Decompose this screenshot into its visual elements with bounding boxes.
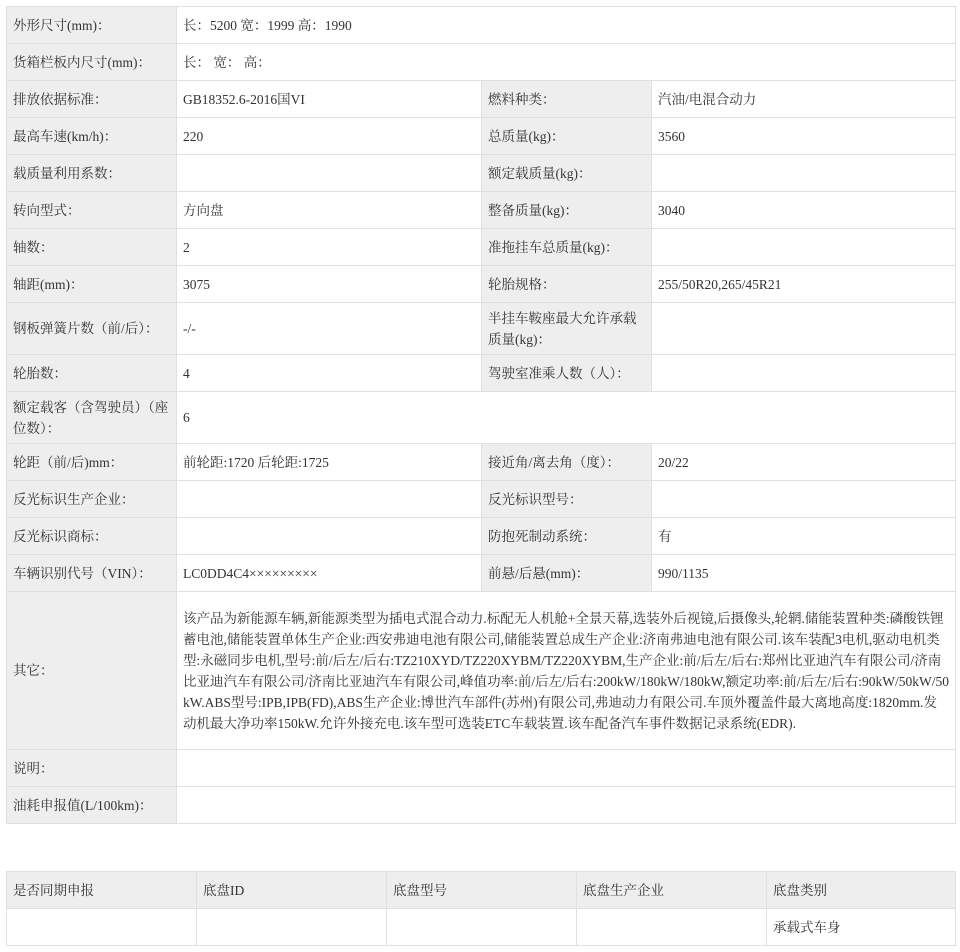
label-abs: 防抱死制动系统： xyxy=(482,518,652,555)
value-trailer-mass xyxy=(652,229,956,266)
label-reflect-model: 反光标识型号： xyxy=(482,481,652,518)
spec-row-cargo xyxy=(7,44,956,81)
label-trailer-mass: 准拖挂车总质量(kg)： xyxy=(482,229,652,266)
spec-row-speed xyxy=(7,118,956,155)
cell-chassis-id xyxy=(197,909,387,946)
value-passengers: 6 xyxy=(177,392,956,444)
value-curb-mass: 3040 xyxy=(652,192,956,229)
label-curb-mass: 整备质量(kg)： xyxy=(482,192,652,229)
value-angles: 20/22 xyxy=(652,444,956,481)
spec-row-wheelbase xyxy=(7,266,956,303)
value-reflect-brand xyxy=(177,518,482,555)
spec-row-reflect xyxy=(7,481,956,518)
spec-row-emission xyxy=(7,81,956,118)
label-angles: 接近角/离去角（度）： xyxy=(482,444,652,481)
value-cargo-size: 长： 宽： 高： xyxy=(177,44,956,81)
chassis-table xyxy=(6,871,956,946)
value-track: 前轮距:1720 后轮距:1725 xyxy=(177,444,482,481)
cell-chassis-model xyxy=(387,909,577,946)
header-chassis-id: 底盘ID xyxy=(197,872,387,909)
label-reflect-brand: 反光标识商标： xyxy=(7,518,177,555)
spec-row-tire-count xyxy=(7,355,956,392)
spec-row-brand-abs xyxy=(7,518,956,555)
label-rated-load: 额定载质量(kg)： xyxy=(482,155,652,192)
label-steering: 转向型式： xyxy=(7,192,177,229)
header-same-period: 是否同期申报 xyxy=(7,872,197,909)
label-vin: 车辆识别代号（VIN）： xyxy=(7,555,177,592)
label-saddle-load: 半挂车鞍座最大允许承载质量(kg)： xyxy=(482,303,652,355)
value-reflect-model xyxy=(652,481,956,518)
label-cab-occupancy: 驾驶室准乘人数（人）： xyxy=(482,355,652,392)
value-overhang: 990/1135 xyxy=(652,555,956,592)
label-max-speed: 最高车速(km/h)： xyxy=(7,118,177,155)
label-track: 轮距（前/后)mm： xyxy=(7,444,177,481)
label-emission: 排放依据标准： xyxy=(7,81,177,118)
value-saddle-load xyxy=(652,303,956,355)
value-abs: 有 xyxy=(652,518,956,555)
value-wheelbase: 3075 xyxy=(177,266,482,303)
label-passengers: 额定载客（含驾驶员）（座位数）： xyxy=(7,392,177,444)
value-note xyxy=(177,750,956,787)
cell-chassis-type: 承载式车身 xyxy=(767,909,956,946)
label-tire-spec: 轮胎规格： xyxy=(482,266,652,303)
value-max-speed: 220 xyxy=(177,118,482,155)
value-other: 该产品为新能源车辆,新能源类型为插电式混合动力.标配无人机舱+全景天幕,选装外后视镜,后摄像头,轮辋.储能装置种类:磷酸铁锂蓄电池,储能装置单体生产企业:西安弗迪电池有限公司,储能装置总成生产企业:济南弗迪电池有限公司.该车装配3电机,驱动电机类型:永磁同步电机,型号:前/后左/后右:TZ210XYD/TZ220XYBM/TZ220XYBM,生产企业:前/后左/后右:郑州比亚迪汽车有限公司/济南比亚迪汽车有限公司/济南比亚迪汽车有限公司,峰值功率:前/后左/后右:200kW/180kW/180kW,额定功率:前/后左/后右:90kW/50kW/50kW.ABS型号:IPB,IPB(FD),ABS生产企业:博世汽车部件(苏州)有限公司,弗迪动力有限公司.车顶外覆盖件最大离地高度:1820mm.发动机最大净功率150kW.允许外接充电.该车型可选装ETC车载装置.该车配备汽车事件数据记录系统(EDR). xyxy=(177,592,956,750)
value-load-factor xyxy=(177,155,482,192)
label-axles: 轴数： xyxy=(7,229,177,266)
spec-row-track xyxy=(7,444,956,481)
label-load-factor: 载质量利用系数： xyxy=(7,155,177,192)
label-fuel-type: 燃料种类： xyxy=(482,81,652,118)
label-total-mass: 总质量(kg)： xyxy=(482,118,652,155)
value-vin: LC0DD4C4××××××××× xyxy=(177,555,482,592)
label-tire-count: 轮胎数： xyxy=(7,355,177,392)
value-tire-spec: 255/50R20,265/45R21 xyxy=(652,266,956,303)
spec-row-passengers xyxy=(7,392,956,444)
spec-row-spring xyxy=(7,303,956,355)
value-axles: 2 xyxy=(177,229,482,266)
cell-same-period xyxy=(7,909,197,946)
chassis-header-row xyxy=(7,872,956,909)
chassis-data-row xyxy=(7,909,956,946)
label-overhang: 前悬/后悬(mm)： xyxy=(482,555,652,592)
label-cargo-size: 货箱栏板内尺寸(mm)： xyxy=(7,44,177,81)
label-leaf-spring: 钢板弹簧片数（前/后）： xyxy=(7,303,177,355)
value-rated-load xyxy=(652,155,956,192)
label-dimensions: 外形尺寸(mm)： xyxy=(7,7,177,44)
value-fuel-consumption xyxy=(177,787,956,824)
spec-row-dimensions xyxy=(7,7,956,44)
label-fuel-consumption: 油耗申报值(L/100km)： xyxy=(7,787,177,824)
value-cab-occupancy xyxy=(652,355,956,392)
value-emission: GB18352.6-2016国VI xyxy=(177,81,482,118)
spec-row-load xyxy=(7,155,956,192)
header-chassis-type: 底盘类别 xyxy=(767,872,956,909)
spec-row-fuel-report xyxy=(7,787,956,824)
value-reflect-maker xyxy=(177,481,482,518)
spec-table xyxy=(6,6,956,824)
spec-row-vin xyxy=(7,555,956,592)
value-tire-count: 4 xyxy=(177,355,482,392)
label-wheelbase: 轴距(mm)： xyxy=(7,266,177,303)
spec-row-other xyxy=(7,592,956,750)
value-dimensions: 长：5200 宽：1999 高：1990 xyxy=(177,7,956,44)
label-note: 说明： xyxy=(7,750,177,787)
label-other: 其它： xyxy=(7,592,177,750)
spec-row-axles xyxy=(7,229,956,266)
value-steering: 方向盘 xyxy=(177,192,482,229)
header-chassis-maker: 底盘生产企业 xyxy=(577,872,767,909)
value-leaf-spring: -/- xyxy=(177,303,482,355)
value-total-mass: 3560 xyxy=(652,118,956,155)
spec-row-note xyxy=(7,750,956,787)
value-fuel-type: 汽油/电混合动力 xyxy=(652,81,956,118)
spec-row-steering xyxy=(7,192,956,229)
header-chassis-model: 底盘型号 xyxy=(387,872,577,909)
label-reflect-maker: 反光标识生产企业： xyxy=(7,481,177,518)
cell-chassis-maker xyxy=(577,909,767,946)
